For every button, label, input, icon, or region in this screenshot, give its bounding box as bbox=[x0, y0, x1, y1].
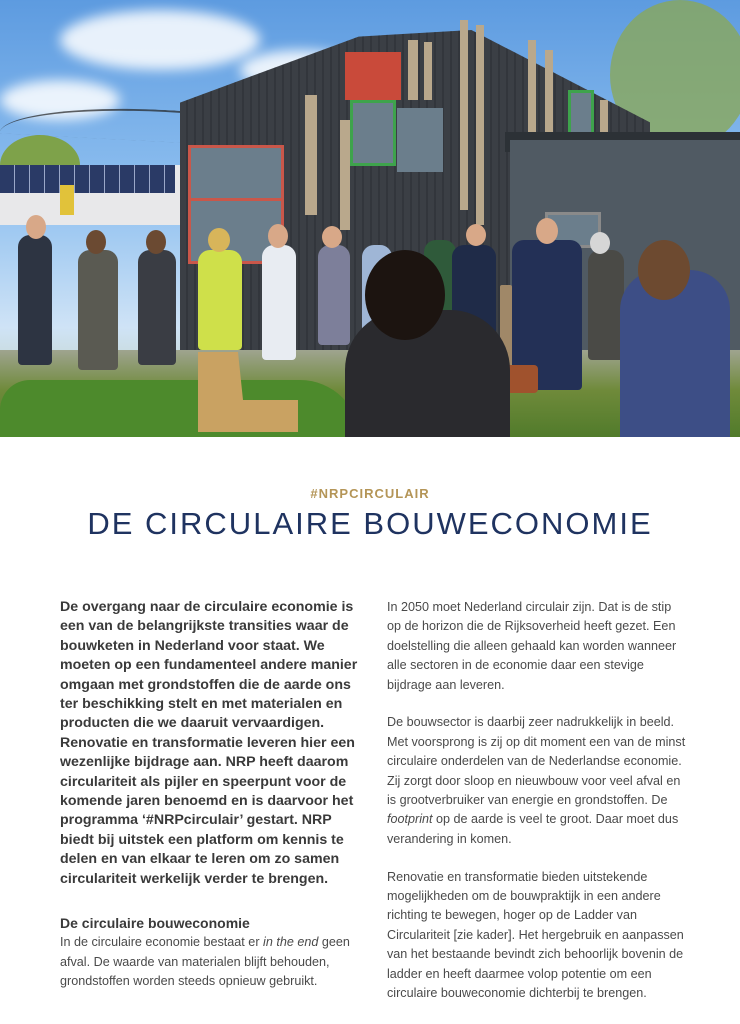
body-paragraph-1: In 2050 moet Nederland circulair zijn. Dat is de stip op de horizon die de Rijksoverheid heeft gezet. Een doelstelling die alleen gehaald kan worden wanneer alle sectoren in de economie daar een stevige bijdrage aan leveren. bbox=[387, 600, 677, 692]
left-column bbox=[60, 598, 360, 991]
subheading: De circulaire bouweconomie bbox=[60, 915, 250, 932]
body-paragraph-3: Renovatie en transformatie bieden uitstekende mogelijkheden om de bouwpraktijk in een andere richting te bewegen, hoger op de Ladder van Circulariteit [zie kader]. Het hergebruik en aanpassen van het bestaande bevindt zich behoorlijk bovenin de ladder en heeft daarmee volop potentie om een circulaire bouweconomie dichterbij te brengen. bbox=[387, 869, 684, 1001]
section-tag: #NRPCIRCULAIR bbox=[310, 486, 430, 501]
lead-paragraph: De overgang naar de circulaire economie is een van de belangrijkste transities waar de bouwketen in Nederland voor staat. We moeten op een fundamenteel andere manier omgaan met grondstoffen die de aarde ons ter beschikking stelt en met materialen en producten die we daaruit vervaardigen. Renovatie en transformatie leveren hier een wezenlijke bijdrage aan. NRP heeft daarom circulariteit als pijler en speerpunt voor de komende jaren benoemd en is daarvoor het programma ‘#NRPcirculair’ gestart. NRP biedt bij uitstek een platform om kennis te delen en van elkaar te leren om zo samen circulariteit werkelijk verder te brengen. bbox=[60, 599, 358, 887]
body-paragraph-2: De bouwsector is daarbij zeer nadrukkelijk in beeld. Met voorsprong is zij op dit moment een van de minst circulaire onderdelen van de Nederlandse economie. Zij zorgt door sloop en nieuwbouw voor veel afval en is grootverbruiker van energie en grondstoffen. De footprint op de aarde is veel te groot. Daar moet dus verandering in komen. bbox=[387, 715, 686, 846]
body-paragraph: In de circulaire economie bestaat er in the end geen afval. De waarde van materialen blijft behouden, grondstoffen worden steeds opnieuw gebruikt. bbox=[60, 935, 350, 988]
hero-photo bbox=[0, 0, 740, 437]
page-title: DE CIRCULAIRE BOUWECONOMIE bbox=[87, 506, 653, 541]
woman-foreground bbox=[345, 250, 510, 437]
right-column bbox=[387, 598, 687, 1022]
